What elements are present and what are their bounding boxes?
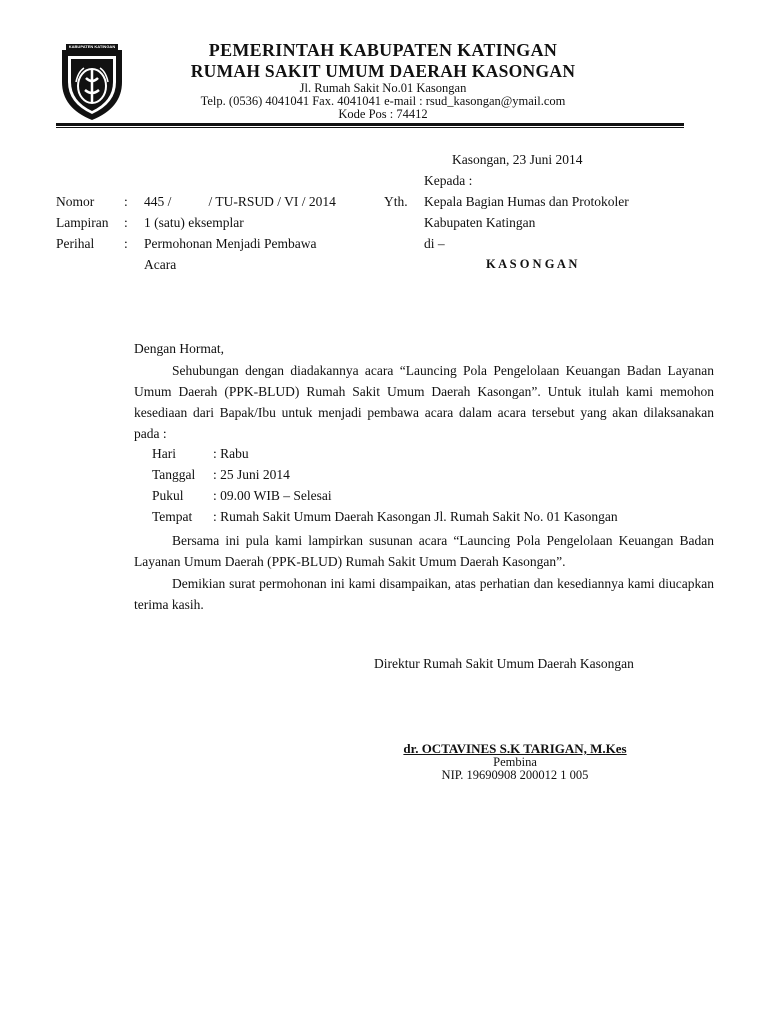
meta-label-perihal: Perihal — [56, 236, 95, 251]
meta-value-nomor: 445 / / TU-RSUD / VI / 2014 — [144, 194, 336, 209]
signature-title: Direktur Rumah Sakit Umum Daerah Kasongan — [374, 656, 634, 671]
detail-value-tempat: : Rumah Sakit Umum Daerah Kasongan Jl. Rumah Sakit No. 01 Kasongan — [213, 509, 618, 524]
meta-colon-perihal: : — [124, 236, 128, 251]
paragraph-opening: Sehubungan dengan diadakannya acara “Launcing Pola Pengelolaan Keuangan Badan Layanan Umum Daerah (PPK-BLUD) Rumah Sakit Umum Daerah Kasongan”. Untuk itulah kami memohon kesediaan dari Bapak/Ibu untuk menjadi pembawa acara dalam acara tersebut yang akan dilaksanakan pada : — [134, 363, 714, 441]
meta-value-perihal-continued: Acara — [144, 257, 177, 272]
detail-label-tempat: Tempat — [152, 509, 193, 524]
detail-label-hari: Hari — [152, 446, 176, 461]
greeting: Dengan Hormat, — [134, 341, 224, 356]
recipient-line-1: Kepala Bagian Humas dan Protokoler — [424, 194, 629, 209]
meta-value-lampiran: 1 (satu) eksemplar — [144, 215, 244, 230]
detail-label-pukul: Pukul — [152, 488, 184, 503]
letterhead-address: Jl. Rumah Sakit No.01 Kasongan — [299, 81, 467, 95]
recipient-line-3: di – — [424, 236, 445, 251]
regency-logo-emblem — [56, 42, 128, 122]
paragraph-attachment: Bersama ini pula kami lampirkan susunan acara “Launcing Pola Pengelolaan Keuangan Badan Layanan Umum Daerah (PPK-BLUD) Rumah Sakit Umum Daerah Kasongan”. — [134, 533, 714, 569]
letterhead-divider-thin — [56, 127, 684, 128]
letterhead-contact: Telp. (0536) 4041041 Fax. 4041041 e-mail : rsud_kasongan@ymail.com — [200, 94, 566, 108]
letterhead-divider — [56, 123, 684, 126]
signature-nip: NIP. 19690908 200012 1 005 — [441, 768, 589, 782]
recipient-yth: Yth. — [384, 194, 408, 209]
meta-value-perihal: Permohonan Menjadi Pembawa — [144, 236, 317, 251]
recipient-line-2: Kabupaten Katingan — [424, 215, 536, 230]
meta-colon-lampiran: : — [124, 215, 128, 230]
meta-label-nomor: Nomor — [56, 194, 95, 209]
signature-name: dr. OCTAVINES S.K TARIGAN, M.Kes — [403, 741, 627, 756]
detail-value-hari: : Rabu — [213, 446, 249, 461]
logo-text: KABUPATEN KATINGAN — [68, 44, 116, 49]
meta-label-lampiran: Lampiran — [56, 215, 109, 230]
recipient-kepada: Kepada : — [424, 173, 473, 188]
meta-colon-nomor: : — [124, 194, 128, 209]
letterhead-government: PEMERINTAH KABUPATEN KATINGAN — [208, 40, 558, 60]
signature-rank: Pembina — [493, 755, 537, 769]
detail-value-pukul: : 09.00 WIB – Selesai — [213, 488, 332, 503]
letterhead-postal-code: Kode Pos : 74412 — [338, 107, 428, 121]
recipient-city: K A S O N G A N — [486, 257, 578, 271]
date-place: Kasongan, 23 Juni 2014 — [452, 152, 583, 167]
detail-value-tanggal: : 25 Juni 2014 — [213, 467, 290, 482]
paragraph-closing: Demikian surat permohonan ini kami disampaikan, atas perhatian dan kesediannya kami diucapkan terima kasih. — [134, 576, 714, 612]
detail-label-tanggal: Tanggal — [152, 467, 196, 482]
letterhead-hospital: RUMAH SAKIT UMUM DAERAH KASONGAN — [190, 61, 576, 81]
